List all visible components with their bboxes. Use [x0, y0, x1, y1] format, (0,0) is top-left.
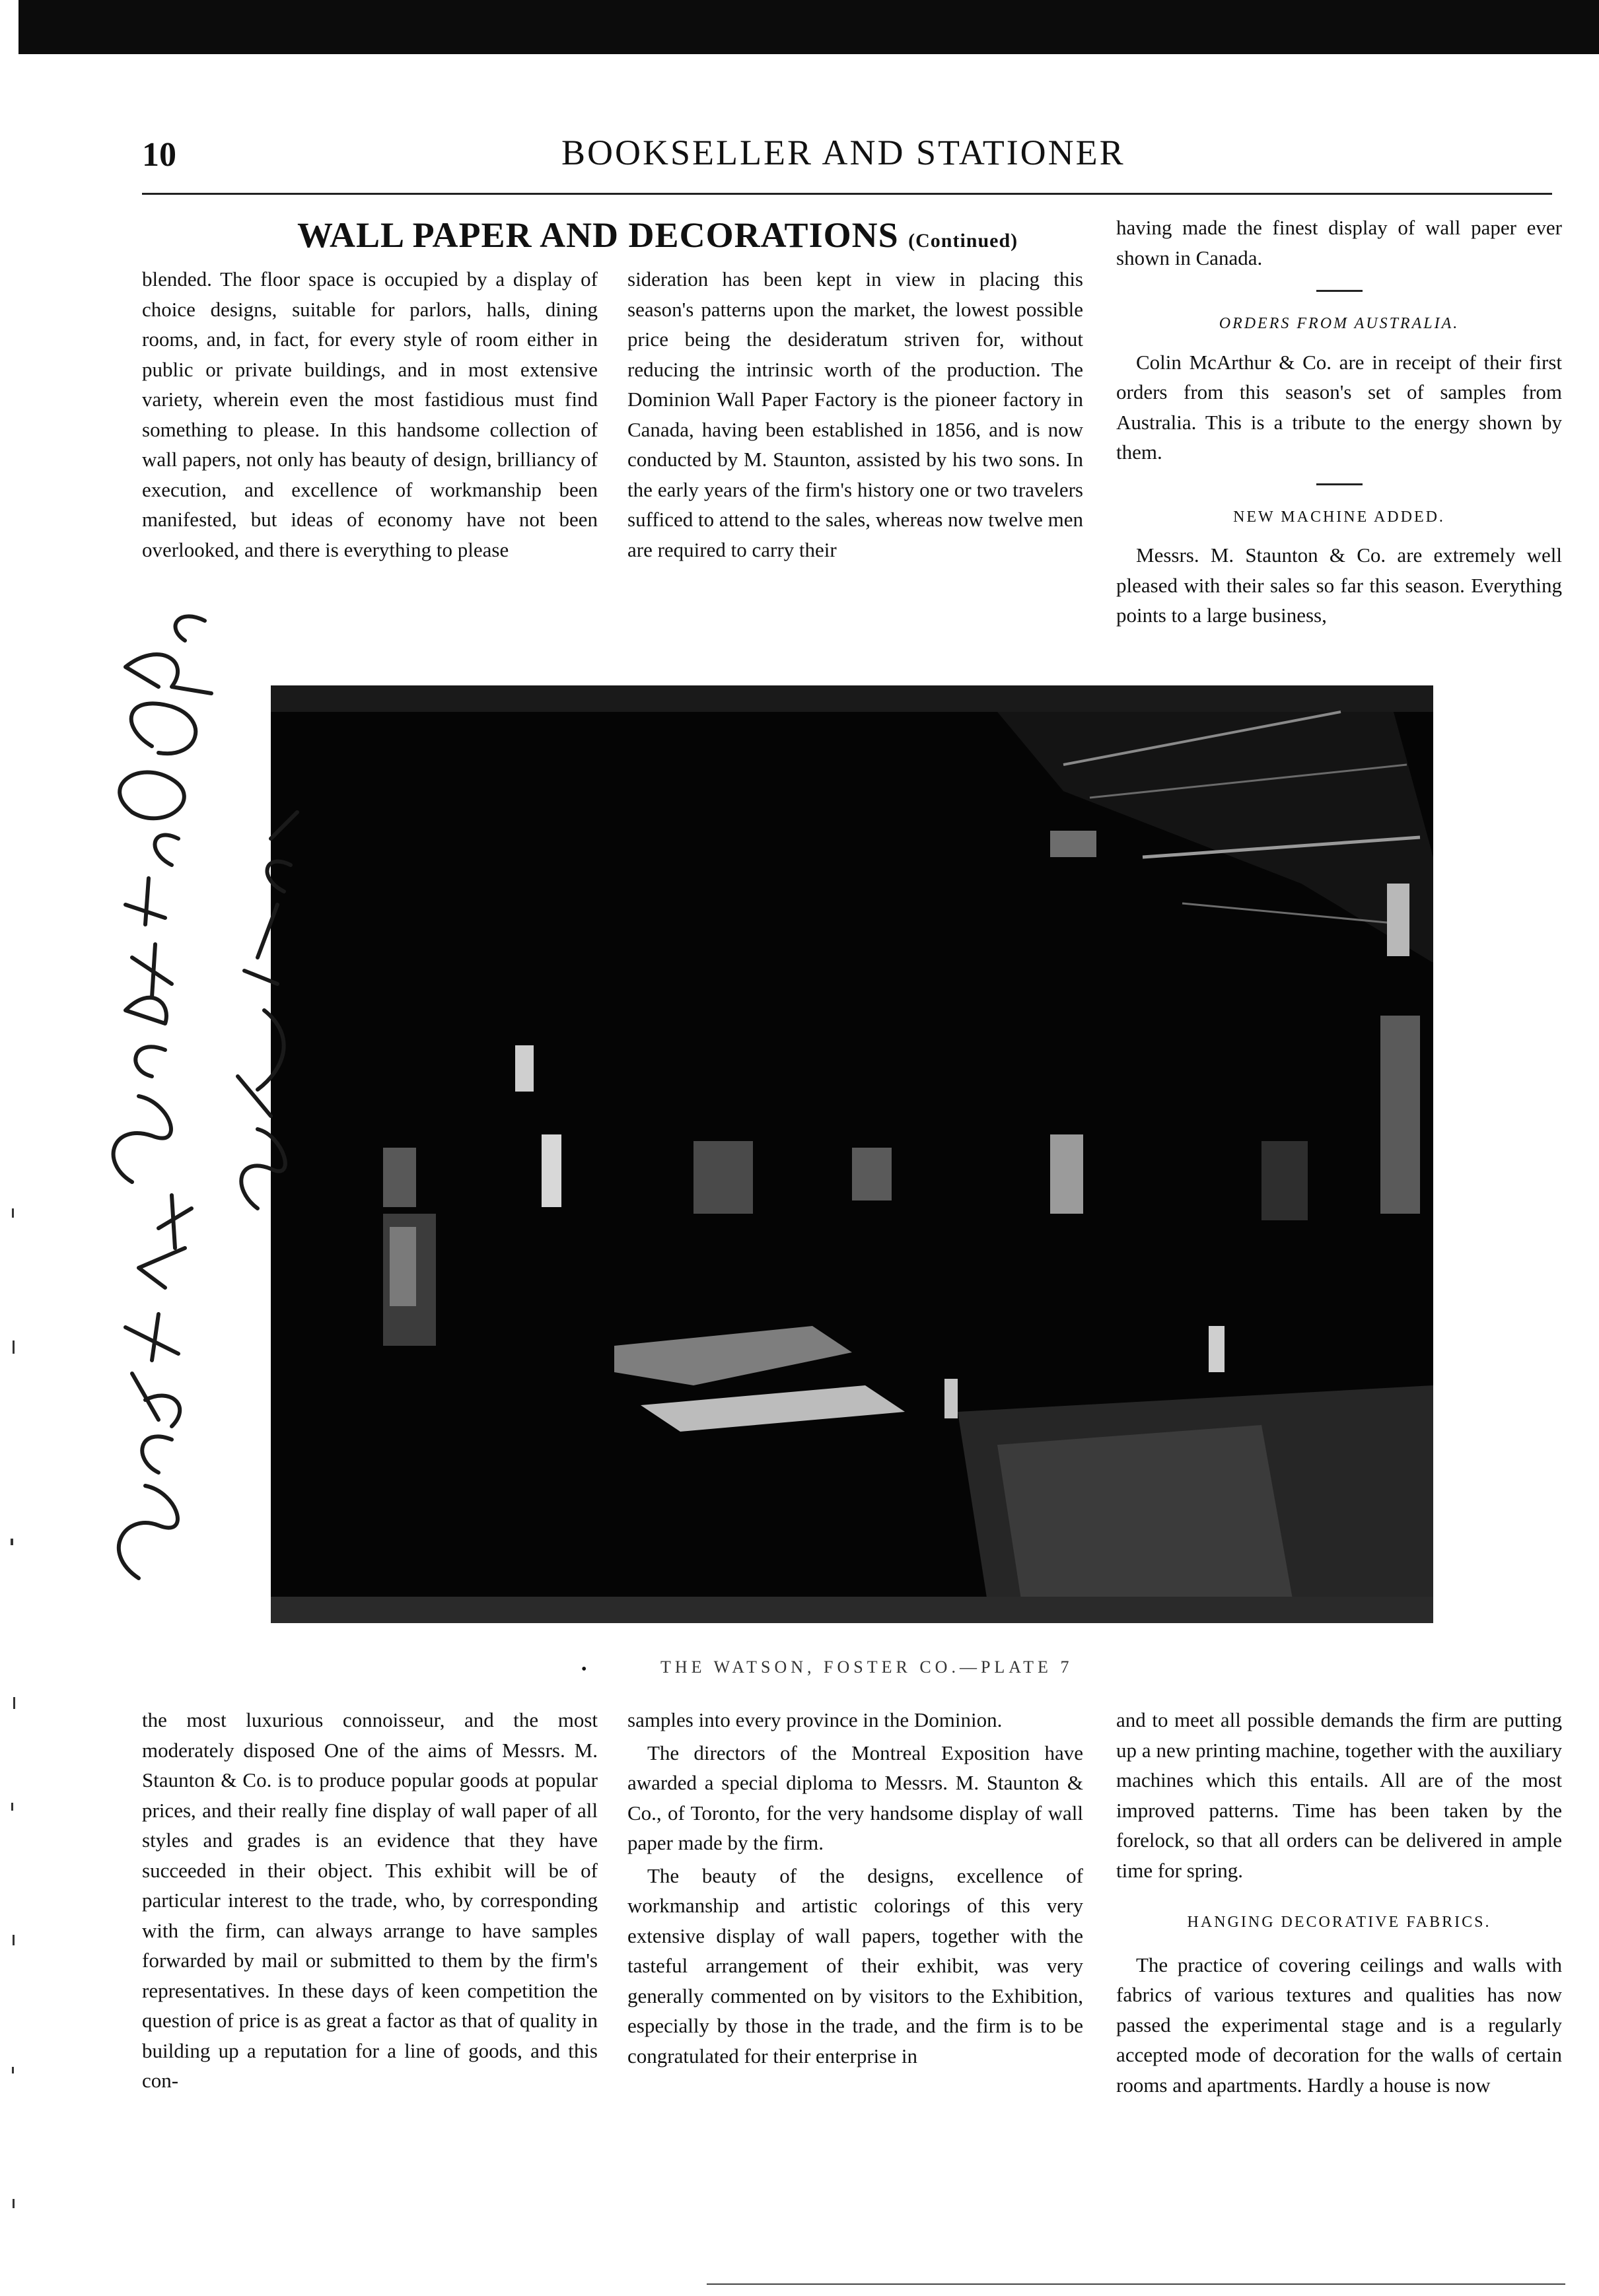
column-3-bottom [1116, 1705, 1562, 2100]
paragraph: samples into every province in the Dominion. [627, 1708, 1003, 1731]
article-title [297, 215, 1018, 256]
column-1-top [142, 264, 598, 565]
scan-top-border [18, 0, 1599, 54]
caption-bullet: • [581, 1661, 587, 1678]
paragraph: and to meet all possible demands the firm are putting up a new printing machine, together with the auxiliary machines which this entails. All are of the most improved patterns. Time has been taken by the forelock, so that all orders can be delivered in ample time for spring. [1116, 1708, 1562, 1882]
bottom-rule [707, 2283, 1565, 2285]
subhead-orders-from-australia: ORDERS FROM AUSTRALIA. [1219, 315, 1460, 332]
paragraph: Messrs. M. Staunton & Co. are extremely well pleased with their sales so far this season. Everything points to a large business, [1116, 543, 1562, 627]
paragraph: The beauty of the designs, excellence of workmanship and artistic colorings of this very extensive display of wall papers, together with the tasteful arrangement of their exhibit, was very generally commented on by visitors to the Exhibition, especially by those in the trade, and the firm is to be congratulated for their enterprise in [627, 1863, 1083, 2068]
handwritten-annotation [59, 614, 310, 1671]
paragraph: blended. The floor space is occupied by a display of choice designs, suitable for parlors, halls, dining rooms, and, in fact, for every style of room either in public or private buildings, and in most extensive variety, wherein even the most fastidious must find something to please. In this handsome collection of wall papers, not only has beauty of design, brilliancy of execution, and excellence of workmanship been manifested, but ideas of economy have not been overlooked, and there is everything to please [142, 267, 598, 561]
paragraph: sideration has been kept in view in placing this season's patterns upon the market, the lowest possible price being the desideratum striven for, without reducing the intrinsic worth of the production. The Dominion Wall Paper Factory is the pioneer factory in Canada, having been established in 1856, and is now conducted by M. Staunton, assisted by his two sons. In the early years of the firm's history one or two travelers sufficed to attend to the sales, whereas now twelve men are required to carry their [627, 267, 1083, 561]
page-number: 10 [142, 136, 176, 174]
paragraph: The practice of covering ceilings and walls with fabrics of various textures and qualities has now passed the experimental stage and is a regularly accepted mode of decoration for the walls of certain rooms and apartments. Hardly a house is now [1116, 1953, 1562, 2097]
column-2-bottom [627, 1705, 1083, 2071]
header-rule [142, 193, 1552, 195]
exhibit-photograph [271, 685, 1433, 1623]
left-margin-specks [7, 614, 20, 2278]
column-2-top [627, 264, 1083, 565]
article-title-continued: (Continued) [908, 230, 1018, 252]
article-title-text: WALL PAPER AND DECORATIONS [297, 215, 899, 255]
paragraph: the most luxurious connoisseur, and the most moderately disposed One of the aims of Messrs. M. Staunton & Co. is to produce popular goods at popular prices, and their really fine display of wall paper of all styles and grades is an evidence that they have succeeded in their object. This exhibit will be of particular interest to the trade, who, by corresponding with the firm, can always arrange to have samples forwarded by mail or submitted to them by the firm's representatives. In these days of keen competition the question of price is as great a factor as that of quality in building up a reputation for a line of goods, and this con- [142, 1708, 598, 2092]
paragraph: Colin McArthur & Co. are in receipt of their first orders from this season's set of samples from Australia. This is a tribute to the energy shown by them. [1116, 350, 1562, 464]
photo-illustration [271, 685, 1433, 1623]
subhead-new-machine-added: NEW MACHINE ADDED. [1233, 508, 1445, 526]
running-title: BOOKSELLER AND STATIONER [561, 133, 1125, 172]
paragraph: having made the finest display of wall paper ever shown in Canada. [1116, 216, 1562, 269]
section-divider [1316, 483, 1363, 485]
paragraph: The directors of the Montreal Exposition have awarded a special diploma to Messrs. M. Staunton & Co., of Toronto, for the very handsome display of wall paper made by the firm. [627, 1741, 1083, 1854]
handwritten-signature-image [59, 614, 310, 1671]
column-3-top [1116, 213, 1562, 631]
subhead-hanging-decorative-fabrics: HANGING DECORATIVE FABRICS. [1187, 1914, 1491, 1931]
section-divider [1316, 290, 1363, 292]
column-1-bottom [142, 1705, 598, 2096]
photo-caption: THE WATSON, FOSTER CO.—PLATE 7 [660, 1657, 1073, 1677]
